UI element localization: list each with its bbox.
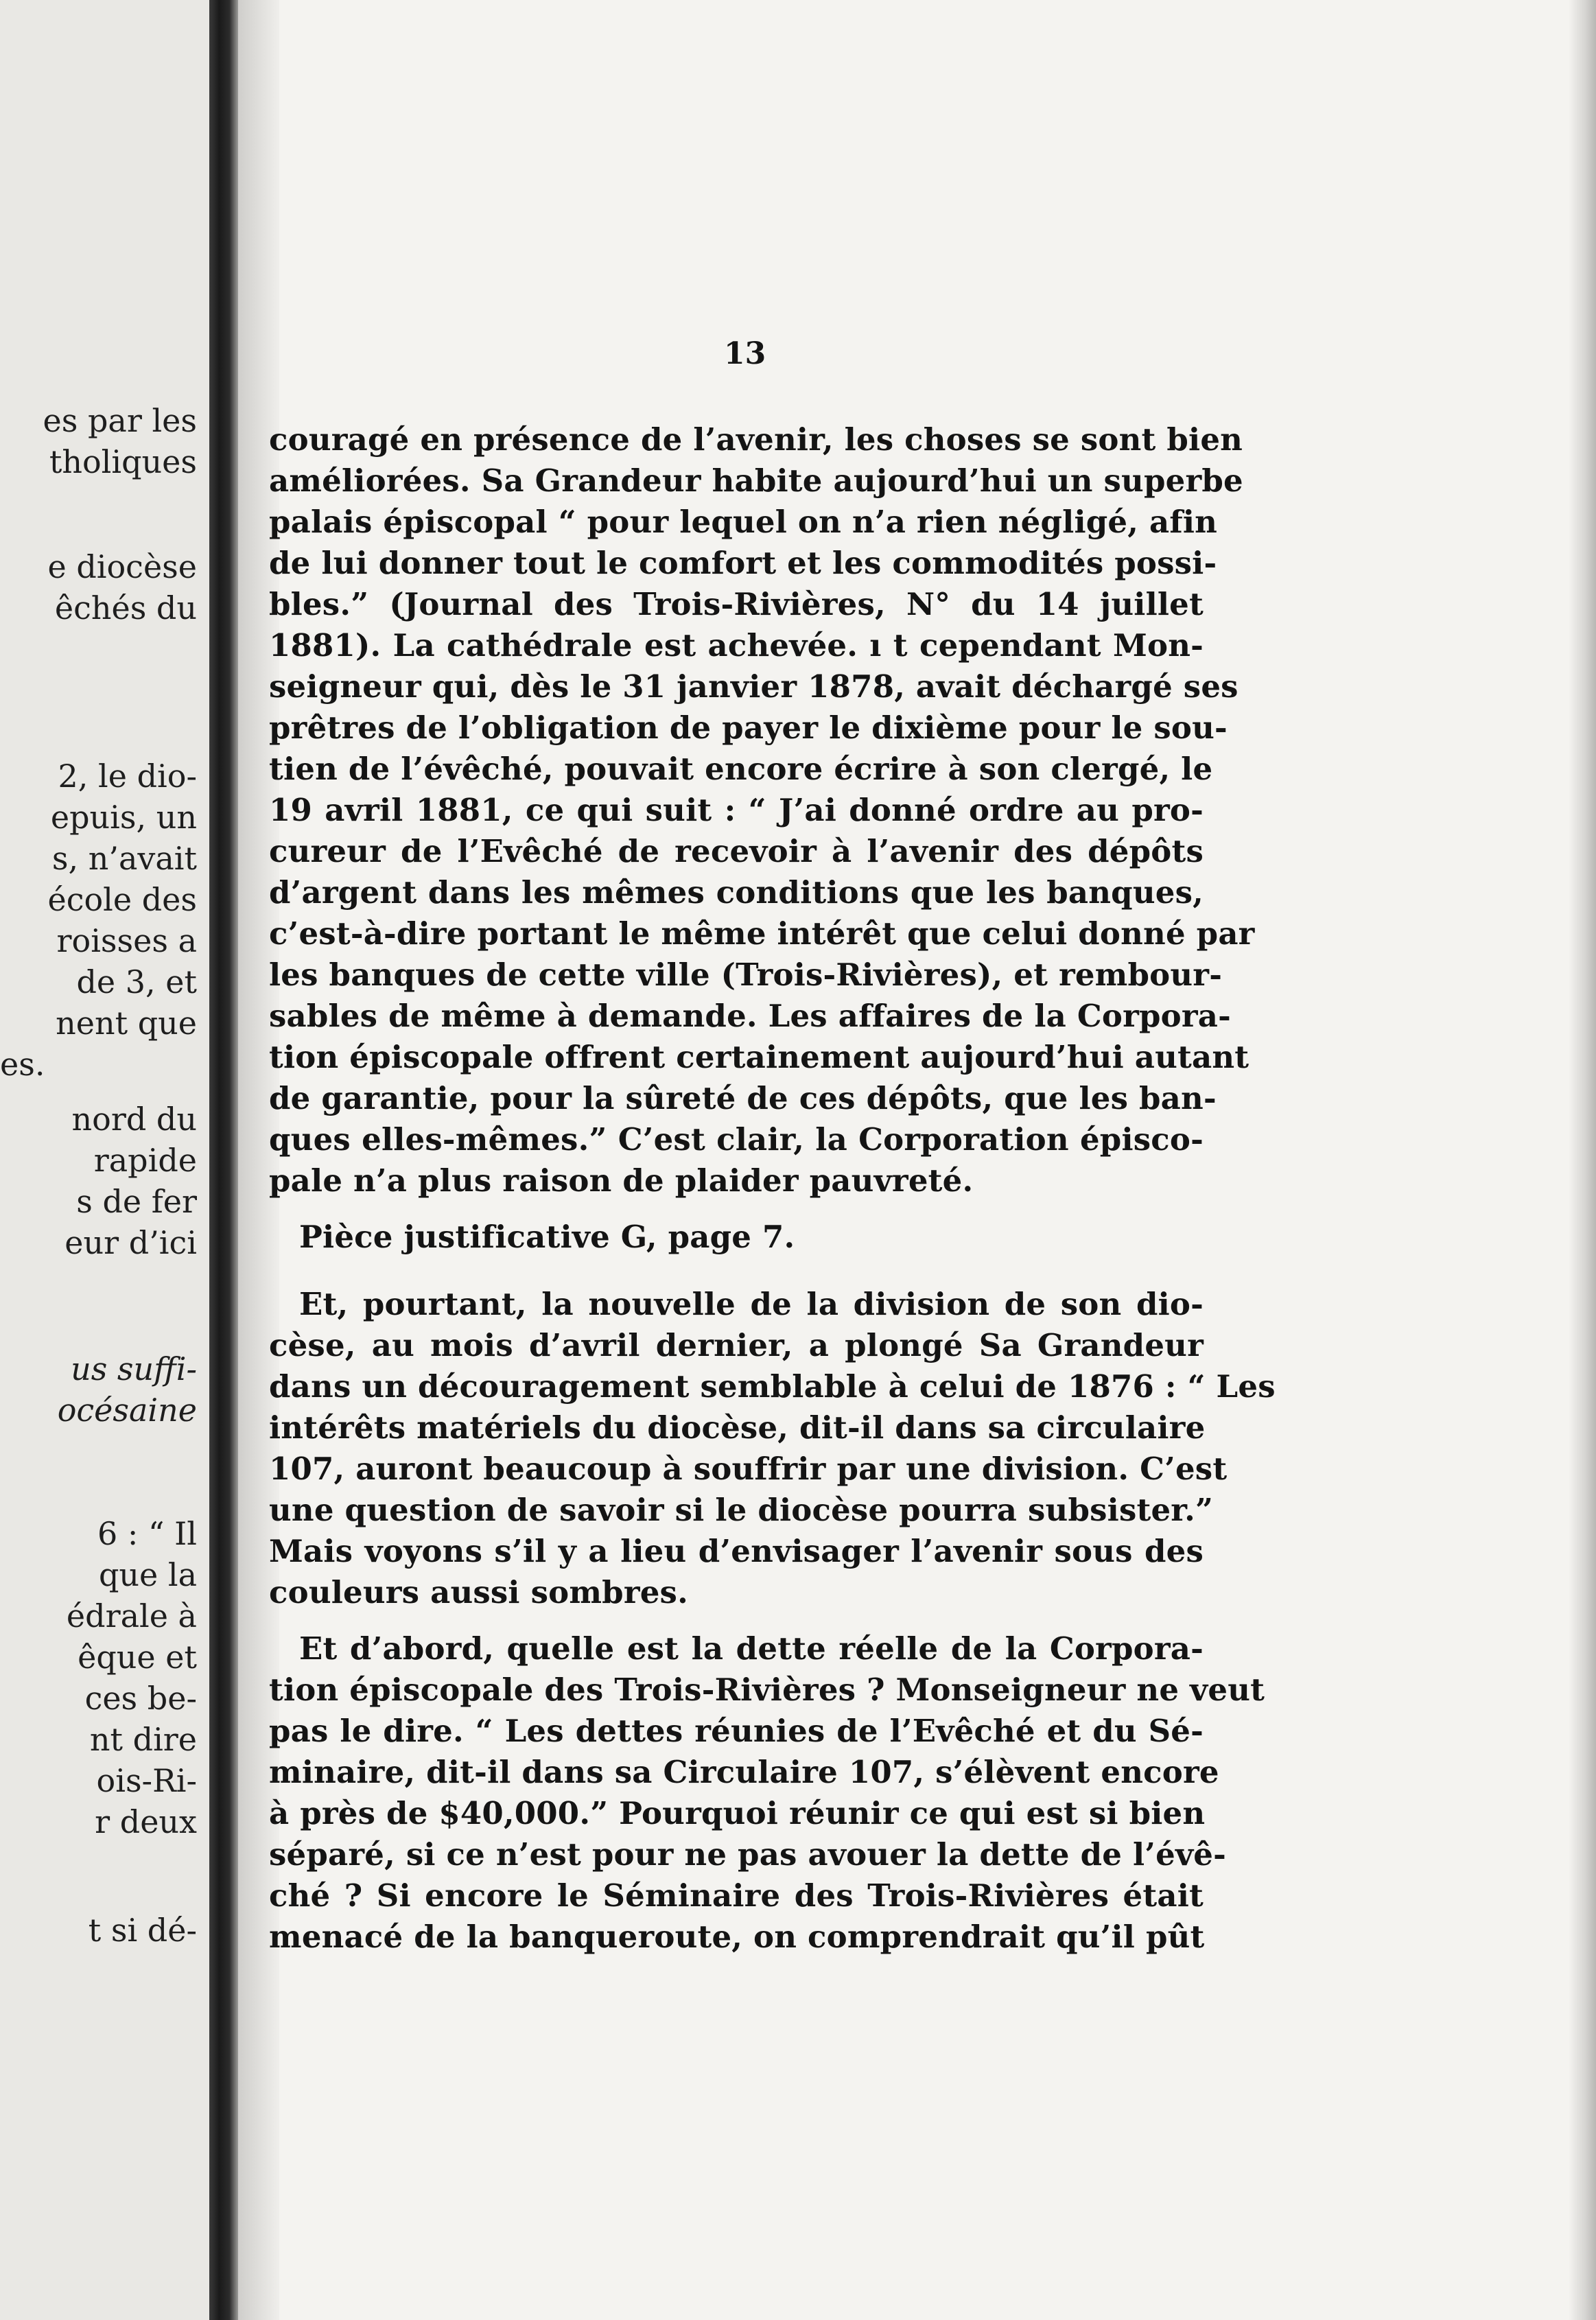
- text-line: une question de savoir si le diocèse pourra subsister.”: [269, 1492, 1214, 1528]
- text-line: palais épiscopal “ pour lequel on n’a rien négligé, afin: [269, 504, 1218, 540]
- text-line: Et, pourtant, la nouvelle de la division de son dio-: [299, 1286, 1204, 1322]
- text-line: cureur de l’Evêché de recevoir à l’avenir des dépôts: [269, 833, 1204, 869]
- text-line: Mais voyons s’il y a lieu d’envisager l’avenir sous des: [269, 1533, 1204, 1569]
- text-line: 107, auront beaucoup à souffrir par une division. C’est: [269, 1451, 1228, 1487]
- gutter-shadow: [238, 0, 279, 2320]
- text-line: c’est-à-dire portant le même intérêt que celui donné par: [269, 915, 1255, 952]
- left-page-line: êque et: [78, 1639, 197, 1676]
- text-line: à près de $40,000.” Pourquoi réunir ce qui est si bien: [269, 1795, 1206, 1831]
- left-page-line: océsaine: [57, 1392, 197, 1429]
- text-line: dans un découragement semblable à celui de 1876 : “ Les: [269, 1368, 1276, 1405]
- text-line: cèse, au mois d’avril dernier, a plongé Sa Grandeur: [269, 1327, 1204, 1363]
- left-page-line: ces be-: [84, 1680, 197, 1717]
- text-line: d’argent dans les mêmes conditions que les banques,: [269, 874, 1204, 911]
- text-line: améliorées. Sa Grandeur habite aujourd’hui un superbe: [269, 462, 1243, 499]
- book-gutter: [209, 0, 238, 2320]
- text-line: 1881). La cathédrale est achevée. ı t cependant Mon-: [269, 627, 1204, 664]
- page-number: 13: [724, 336, 766, 371]
- left-page-line: que la: [98, 1556, 197, 1593]
- left-page-line: t si dé-: [88, 1912, 197, 1949]
- text-line: sables de même à demande. Les affaires de la Corpora-: [269, 998, 1232, 1034]
- left-page-line: epuis, un: [50, 799, 197, 836]
- left-page-line: s de fer: [76, 1183, 197, 1220]
- left-page-line: 6 : “ Il: [97, 1515, 197, 1552]
- left-page-line: roisses a: [56, 922, 197, 959]
- left-page-line: de 3, et: [76, 963, 197, 1000]
- text-line: pas le dire. “ Les dettes réunies de l’Evêché et du Sé-: [269, 1713, 1204, 1749]
- facing-page-left: [0, 0, 209, 2320]
- left-page-line: ois-Ri-: [96, 1762, 197, 1799]
- text-line: intérêts matériels du diocèse, dit-il dans sa circulaire: [269, 1409, 1206, 1446]
- left-page-line: édrale à: [66, 1597, 197, 1634]
- text-line: Pièce justificative G, page 7.: [299, 1219, 795, 1255]
- text-line: de lui donner tout le comfort et les commodités possi-: [269, 545, 1217, 581]
- text-line: tien de l’évêché, pouvait encore écrire à son clergé, le: [269, 751, 1213, 787]
- text-line: 19 avril 1881, ce qui suit : “ J’ai donné ordre au pro-: [269, 792, 1204, 828]
- left-page-line: r deux: [95, 1803, 197, 1840]
- left-page-line: e diocèse: [47, 548, 197, 585]
- text-line: les banques de cette ville (Trois-Rivières), et rembour-: [269, 957, 1223, 993]
- text-line: bles.” (Journal des Trois-Rivières, N° du 14 juillet: [269, 586, 1204, 622]
- left-page-line: rapide: [93, 1142, 197, 1179]
- text-line: tion épiscopale des Trois-Rivières ? Monseigneur ne veut: [269, 1672, 1265, 1708]
- left-page-line: s, n’avait: [51, 840, 197, 877]
- left-page-line: us suffi-: [71, 1350, 197, 1387]
- left-page-line: école des: [47, 881, 197, 918]
- left-page-line: 2, le dio-: [58, 758, 197, 795]
- page-edge-shadow: [1569, 0, 1596, 2320]
- text-line: pale n’a plus raison de plaider pauvreté.: [269, 1162, 974, 1199]
- text-line: couleurs aussi sombres.: [269, 1574, 688, 1610]
- text-line: couragé en présence de l’avenir, les choses se sont bien: [269, 421, 1243, 458]
- text-line: ques elles-mêmes.” C’est clair, la Corporation épisco-: [269, 1121, 1204, 1158]
- left-page-line: êchés du: [54, 589, 197, 626]
- text-line: ché ? Si encore le Séminaire des Trois-Rivières était: [269, 1877, 1204, 1914]
- left-page-line: tholiques: [49, 443, 197, 480]
- left-page-line: es.: [0, 1046, 45, 1083]
- text-line: seigneur qui, dès le 31 janvier 1878, avait déchargé ses: [269, 668, 1239, 705]
- left-page-line: nord du: [71, 1101, 197, 1138]
- left-page-line: nent que: [56, 1005, 197, 1042]
- text-line: menacé de la banqueroute, on comprendrait qu’il pût: [269, 1919, 1205, 1955]
- text-line: Et d’abord, quelle est la dette réelle de la Corpora-: [299, 1630, 1204, 1667]
- text-line: séparé, si ce n’est pour ne pas avouer la dette de l’évê-: [269, 1836, 1226, 1873]
- text-line: prêtres de l’obligation de payer le dixième pour le sou-: [269, 710, 1228, 746]
- left-page-line: nt dire: [89, 1721, 197, 1758]
- left-page-line: eur d’ici: [64, 1224, 197, 1261]
- text-line: minaire, dit-il dans sa Circulaire 107, s’élèvent encore: [269, 1754, 1219, 1790]
- text-line: de garantie, pour la sûreté de ces dépôts, que les ban-: [269, 1080, 1217, 1116]
- left-page-line: es par les: [43, 402, 197, 439]
- text-line: tion épiscopale offrent certainement aujourd’hui autant: [269, 1039, 1249, 1075]
